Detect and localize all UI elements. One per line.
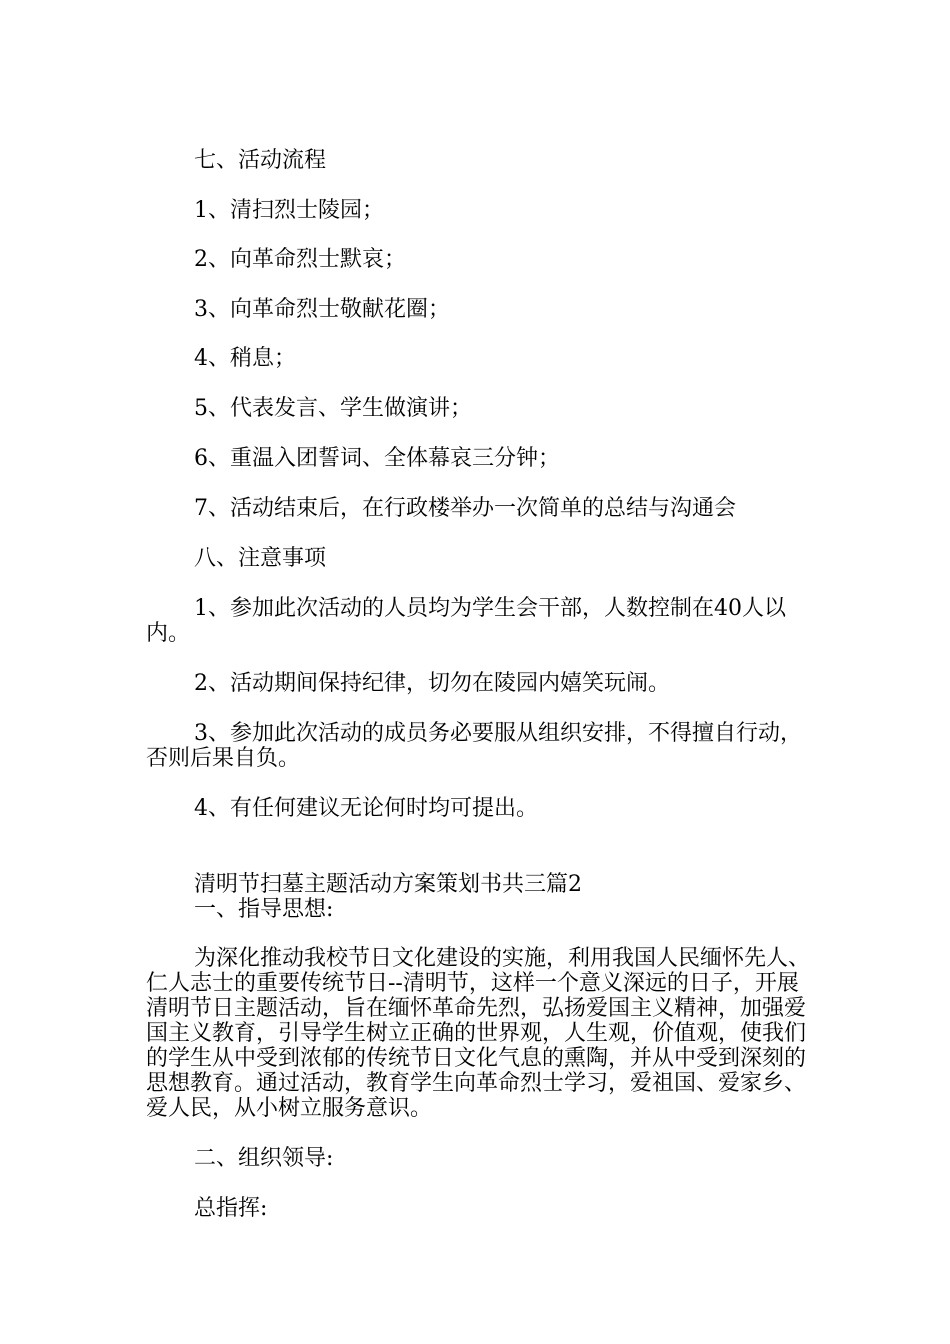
part-2-section-1-title: 一、指导思想: (194, 897, 334, 922)
section-8-item-2: 2、活动期间保持纪律，切勿在陵园内嬉笑玩闹。 (194, 671, 670, 696)
section-7-item-3: 3、向革命烈士敬献花圈； (194, 297, 450, 322)
part-2-heading: 清明节扫墓主题活动方案策划书共三篇2 (194, 872, 582, 897)
section-7-item-1: 1、清扫烈士陵园； (194, 198, 384, 223)
section-7-item-2: 2、向革命烈士默哀； (194, 247, 406, 272)
section-8-title: 八、注意事项 (194, 546, 327, 571)
section-8-item-4: 4、有任何建议无论何时均可提出。 (194, 796, 538, 821)
section-8-item-3: 3、参加此次活动的成员务必要服从组织安排，不得擅自行动，否则后果自负。 (146, 721, 802, 771)
part-2-section-2-item: 总指挥: (194, 1196, 268, 1221)
section-7-title: 七、活动流程 (194, 148, 327, 173)
section-7-item-5: 5、代表发言、学生做演讲； (194, 396, 472, 421)
section-8-item-1: 1、参加此次活动的人员均为学生会干部，人数控制在40人以内。 (146, 596, 786, 646)
section-7-item-6: 6、重温入团誓词、全体幕哀三分钟； (194, 446, 560, 471)
part-2-section-1-body: 为深化推动我校节日文化建设的实施，利用我国人民缅怀先人、仁人志士的重要传统节日--清明节，这样一个意义深远的日子，开展清明节日主题活动，旨在缅怀革命先烈，弘扬爱国主义精神，加强爱国主义教育，引导学生树立正确的世界观，人生观，价值观，使我们的学生从中受到浓郁的传统节日文化气息的熏陶，并从中受到深刻的思想教育。通过活动，教育学生向革命烈士学习，爱祖国、爱家乡、爱人民，从小树立服务意识。 (146, 946, 811, 1121)
part-2-section-2-title: 二、组织领导: (194, 1146, 334, 1171)
section-7-item-7: 7、活动结束后，在行政楼举办一次简单的总结与沟通会 (194, 496, 736, 521)
section-7-item-4: 4、稍息； (194, 346, 296, 371)
